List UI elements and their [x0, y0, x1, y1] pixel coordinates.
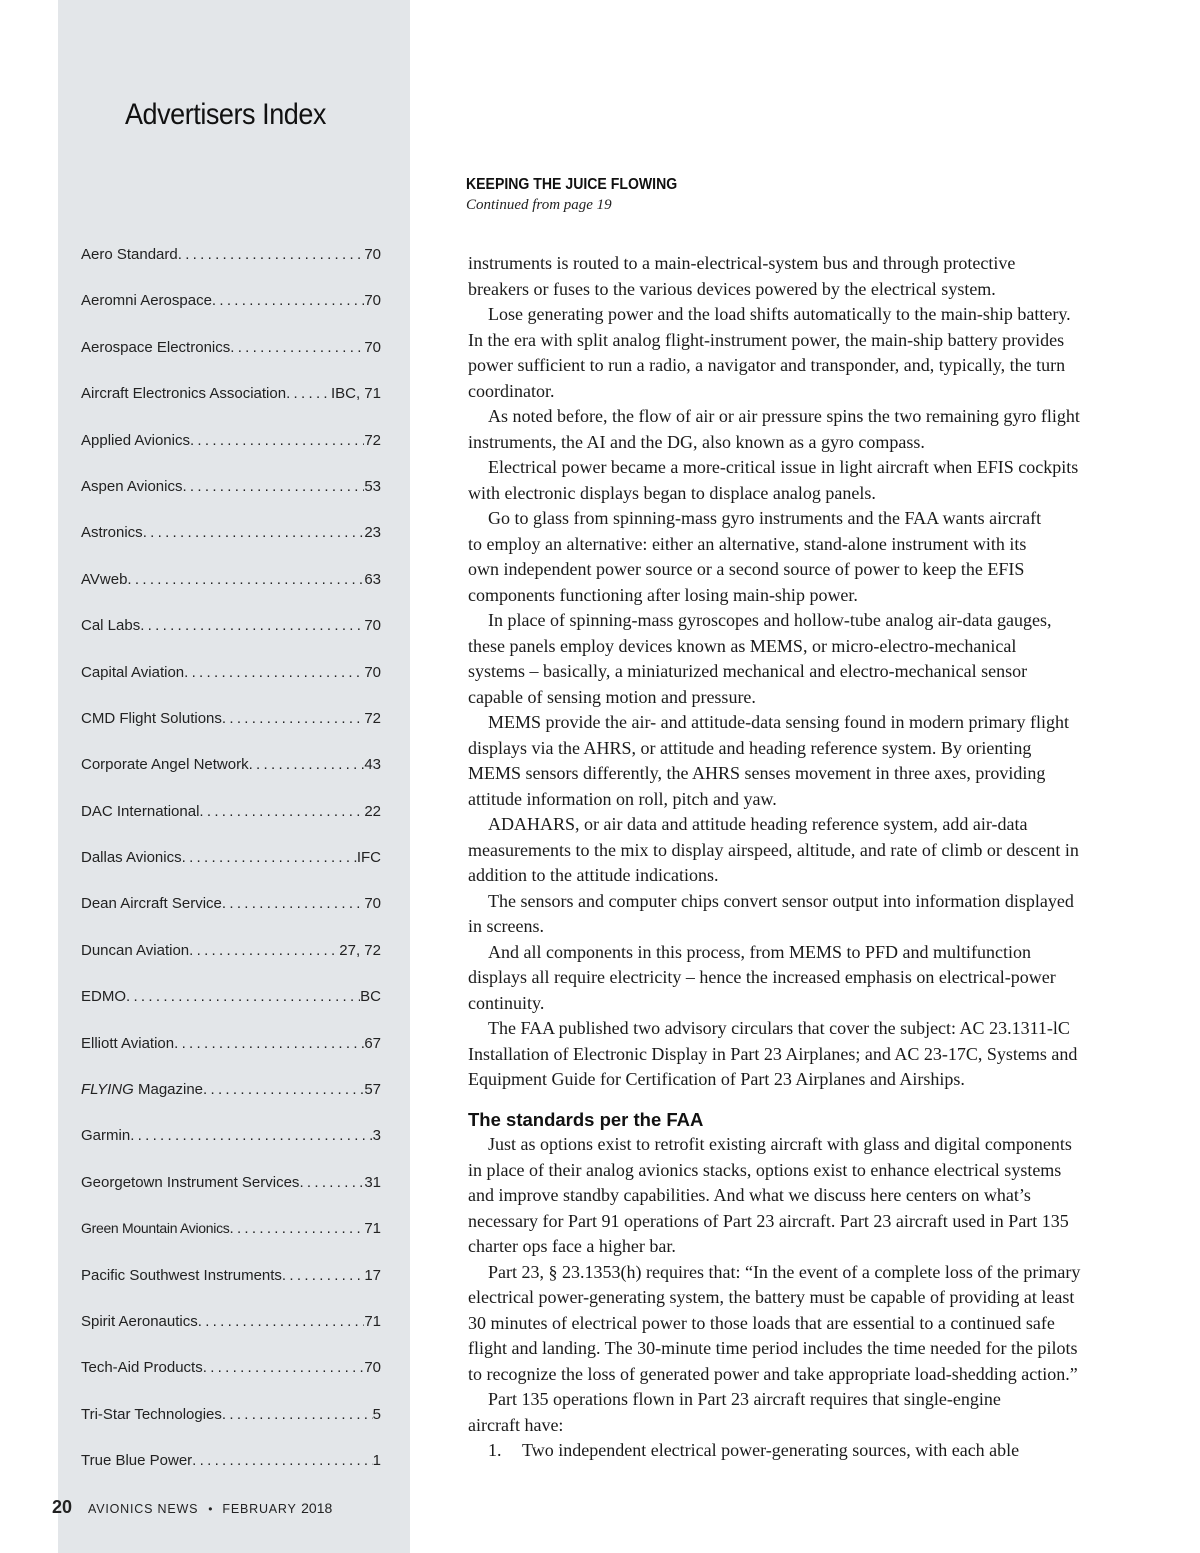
leader-dots	[198, 1313, 365, 1330]
issue-year: 2018	[301, 1500, 333, 1516]
advertisers-list	[81, 246, 381, 1499]
advertiser-page: 67	[364, 1034, 381, 1052]
advertiser-row	[81, 895, 381, 941]
advertiser-name: Aeromni Aerospace	[81, 292, 212, 310]
advertiser-name: Corporate Angel Network	[81, 756, 249, 774]
advertiser-page: 70	[364, 895, 381, 913]
article-line: instruments, the AI and the DG, also known as a gyro compass.	[468, 431, 925, 452]
advertiser-page: 70	[364, 663, 381, 681]
advertiser-name: Georgetown Instrument Services	[81, 1173, 300, 1191]
article-line: aircraft have:	[468, 1414, 564, 1435]
advertiser-row	[81, 1406, 381, 1452]
advertisers-index-title: Advertisers Index	[125, 98, 326, 131]
advertiser-name: DAC International	[81, 802, 200, 820]
advertiser-row	[81, 942, 381, 988]
advertiser-page: 23	[364, 524, 381, 542]
section-subhead: The standards per the FAA	[468, 1108, 704, 1130]
article-line: In place of spinning-mass gyroscopes and hollow-tube analog air-data gauges,	[488, 610, 1052, 630]
advertiser-page: 1	[372, 1452, 381, 1470]
article-line: electrical power-generating system, the battery must be capable of providing at least	[468, 1287, 1075, 1307]
advertiser-name: EDMO	[81, 988, 126, 1006]
advertiser-row	[81, 524, 381, 570]
article-line: Go to glass from spinning-mass gyro instruments and the FAA wants aircraft	[488, 508, 1042, 528]
advertiser-row	[81, 246, 381, 292]
leader-dots	[178, 246, 365, 263]
leader-dots	[130, 1127, 372, 1144]
article-line: And all components in this process, from MEMS to PFD and multifunction	[488, 941, 1031, 962]
advertiser-page: 70	[364, 246, 381, 263]
advertiser-name: CMD Flight Solutions	[81, 709, 222, 727]
advertiser-name: Duncan Aviation	[81, 941, 190, 959]
article-line: instruments is routed to a main-electrical-system bus and through protective	[468, 253, 1016, 273]
advertiser-name: Aero Standard	[81, 246, 178, 263]
article-kicker: KEEPING THE JUICE FLOWING	[466, 176, 678, 193]
leader-dots	[230, 1220, 365, 1237]
advertiser-row	[81, 571, 381, 617]
advertiser-page: 70	[364, 1359, 381, 1377]
advertiser-row	[81, 617, 381, 663]
advertiser-page: 22	[364, 802, 381, 820]
leader-dots	[140, 617, 364, 634]
leader-dots	[184, 664, 364, 681]
article-line: Just as options exist to retrofit existing aircraft with glass and digital components	[488, 1134, 1072, 1154]
advertiser-row	[81, 1452, 381, 1498]
section-gap	[468, 1093, 1100, 1107]
article-line: necessary for Part 91 operations of Part 23 aircraft. Part 23 aircraft used in Part 135	[468, 1210, 1069, 1231]
advertiser-row	[81, 432, 381, 478]
leader-dots	[212, 292, 364, 309]
article-line: Installation of Electronic Display in Part 23 Airplanes; and AC 23-17C, Systems and	[468, 1043, 1078, 1064]
article-line: in screens.	[468, 916, 544, 936]
advertiser-page: 43	[364, 756, 381, 774]
leader-dots	[199, 803, 364, 820]
advertiser-row	[81, 1359, 381, 1405]
advertiser-row	[81, 478, 381, 524]
leader-dots	[174, 1035, 364, 1052]
page-footer	[52, 1497, 332, 1518]
article-line: Lose generating power and the load shifts automatically to the main-ship battery.	[488, 304, 1071, 324]
advertiser-row	[81, 988, 381, 1034]
advertiser-row	[81, 292, 381, 338]
advertiser-row	[81, 1174, 381, 1220]
article-line: addition to the attitude indications.	[468, 865, 719, 885]
numbered-list-item	[468, 1438, 1100, 1464]
article-line: Part 135 operations flown in Part 23 aircraft requires that single-engine	[488, 1389, 1001, 1409]
article-line: The FAA published two advisory circulars that cover the subject: AC 23.1311-lC	[488, 1018, 1070, 1038]
article-line: charter ops face a higher bar.	[468, 1236, 676, 1256]
advertiser-page: 70	[364, 617, 381, 635]
advertiser-row	[81, 849, 381, 895]
advertiser-page: IBC, 71	[330, 385, 381, 403]
advertiser-page: 71	[364, 1220, 381, 1238]
leader-dots	[192, 1452, 372, 1469]
advertiser-page: 53	[364, 477, 381, 495]
advertiser-row	[81, 803, 381, 849]
advertiser-name: Aerospace Electronics	[81, 338, 231, 356]
advertiser-name: Elliott Aviation	[81, 1034, 175, 1052]
advertiser-page: 71	[364, 1312, 381, 1330]
leader-dots	[222, 1406, 373, 1423]
article-line: The sensors and computer chips convert sensor output into information displayed	[488, 890, 1074, 911]
article-line: MEMS sensors differently, the AHRS senses movement in three axes, providing	[468, 763, 1046, 783]
advertiser-name-italic: FLYING	[81, 1081, 134, 1099]
advertiser-page: 72	[364, 431, 381, 449]
advertiser-page: 5	[372, 1405, 381, 1423]
advertiser-page: IFC	[356, 849, 381, 867]
advertiser-row	[81, 1313, 381, 1359]
leader-dots	[299, 1174, 364, 1191]
article-line: ADAHARS, or air data and attitude heading reference system, add air-data	[488, 814, 1028, 834]
advertiser-name: Green Mountain Avionics	[81, 1220, 230, 1237]
advertiser-page: 57	[364, 1081, 381, 1099]
advertiser-page: 3	[372, 1127, 381, 1145]
advertiser-name	[81, 1081, 203, 1098]
article-line: measurements to the mix to display airspeed, altitude, and rate of climb or descent in	[468, 839, 1079, 860]
advertiser-row	[81, 385, 381, 431]
advertiser-name: Capital Aviation	[81, 663, 185, 681]
leader-dots	[190, 432, 364, 449]
footer-bullet: •	[208, 1502, 213, 1516]
advertiser-name: Astronics	[81, 524, 143, 542]
advertiser-page: BC	[360, 988, 381, 1006]
advertiser-name: AVweb	[81, 570, 128, 588]
leader-dots	[182, 478, 364, 495]
advertisers-sidebar	[58, 0, 410, 1553]
article-line: own independent power source or a second source of power to keep the EFIS	[468, 559, 1025, 579]
leader-dots	[286, 385, 331, 402]
advertiser-row	[81, 1267, 381, 1313]
leader-dots	[222, 710, 364, 727]
article-line: attitude information on roll, pitch and yaw.	[468, 788, 777, 809]
article-line: capable of sensing motion and pressure.	[468, 686, 756, 707]
article-line: components functioning after losing main-ship power.	[468, 584, 858, 605]
issue-month: FEBRUARY	[222, 1502, 297, 1516]
article-line: power sufficient to run a radio, a navigator and transponder, and, typically, the turn	[468, 355, 1066, 375]
advertiser-page: 27, 72	[339, 941, 381, 959]
leader-dots	[203, 1081, 364, 1098]
article-line: flight and landing. The 30-minute time period includes the time needed for the pilots	[468, 1338, 1078, 1358]
advertiser-row	[81, 1127, 381, 1173]
advertiser-page: 72	[364, 709, 381, 727]
leader-dots	[182, 849, 357, 866]
article-line: systems – basically, a miniaturized mechanical and electro-mechanical sensor	[468, 661, 1028, 681]
advertiser-name: Tech-Aid Products	[81, 1359, 203, 1377]
advertiser-page: 63	[364, 570, 381, 588]
advertiser-row	[81, 710, 381, 756]
advertiser-name: Dean Aircraft Service	[81, 895, 222, 913]
advertiser-page: 31	[364, 1173, 381, 1191]
advertiser-row	[81, 664, 381, 710]
continued-from: Continued from page 19	[466, 197, 612, 213]
article-line: continuity.	[468, 992, 545, 1013]
article-line: breakers or fuses to the various devices powered by the electrical system.	[468, 278, 996, 299]
advertiser-name: Dallas Avionics	[81, 849, 182, 867]
article-line: these panels employ devices known as MEMS, or micro-electro-mechanical	[468, 635, 1017, 656]
article-line: with electronic displays began to displace analog panels.	[468, 482, 876, 503]
leader-dots	[189, 942, 339, 959]
article-line: Equipment Guide for Certification of Part 23 Airplanes and Airships.	[468, 1069, 965, 1089]
leader-dots	[230, 339, 364, 356]
advertiser-name: Spirit Aeronautics	[81, 1312, 198, 1330]
advertiser-page: 70	[364, 292, 381, 310]
leader-dots	[249, 756, 365, 773]
article-line: to recognize the loss of generated power and take appropriate load-shedding action.”	[468, 1363, 1078, 1384]
advertiser-name: Cal Labs	[81, 617, 141, 635]
advertiser-name-rest: Magazine	[133, 1081, 204, 1099]
article-line: In the era with split analog flight-instrument power, the main-ship battery provides	[468, 329, 1065, 350]
article-line: in place of their analog avionics stacks, options exist to enhance electrical systems	[468, 1159, 1062, 1180]
advertiser-row	[81, 1081, 381, 1127]
article-line: Electrical power became a more-critical issue in light aircraft when EFIS cockpits	[488, 457, 1079, 477]
article-line: to employ an alternative: either an alternative, stand-alone instrument with its	[468, 533, 1027, 554]
advertiser-page: 17	[364, 1266, 381, 1284]
article-line: As noted before, the flow of air or air pressure spins the two remaining gyro flight	[488, 406, 1080, 426]
advertiser-name: Aspen Avionics	[81, 477, 183, 495]
leader-dots	[222, 895, 364, 912]
advertiser-name: Applied Avionics	[81, 431, 190, 449]
article-line: MEMS provide the air- and attitude-data sensing found in modern primary flight	[488, 712, 1070, 732]
advertiser-row	[81, 756, 381, 802]
leader-dots	[126, 988, 360, 1005]
advertiser-row	[81, 339, 381, 385]
advertiser-name: True Blue Power	[81, 1452, 193, 1470]
article-body	[468, 251, 1100, 1464]
leader-dots	[203, 1359, 365, 1376]
list-text: Two independent electrical power-generating sources, with each able	[522, 1440, 1020, 1460]
publication-name: AVIONICS NEWS	[88, 1502, 199, 1516]
article-line: coordinator.	[468, 380, 555, 401]
article-line: and improve standby capabilities. And what we discuss here centers on what’s	[468, 1185, 1031, 1205]
article-line: displays all require electricity – hence the increased emphasis on electrical-power	[468, 967, 1056, 987]
advertiser-name: Pacific Southwest Instruments	[81, 1266, 282, 1284]
advertiser-name: Tri-Star Technologies	[81, 1405, 222, 1423]
advertiser-page: 70	[364, 338, 381, 356]
article-line: 30 minutes of electrical power to those loads that are essential to a continued safe	[468, 1312, 1055, 1333]
advertiser-row	[81, 1035, 381, 1081]
leader-dots	[127, 571, 364, 588]
leader-dots	[282, 1267, 364, 1284]
advertiser-name: Garmin	[81, 1127, 131, 1145]
article-line: Part 23, § 23.1353(h) requires that: “In the event of a complete loss of the primary	[488, 1261, 1081, 1282]
advertiser-row	[81, 1220, 381, 1266]
leader-dots	[143, 524, 365, 541]
advertiser-name: Aircraft Electronics Association	[81, 385, 287, 403]
list-number: 1.	[488, 1440, 502, 1460]
article-line: displays via the AHRS, or attitude and heading reference system. By orienting	[468, 737, 1032, 758]
page-number: 20	[52, 1497, 73, 1517]
